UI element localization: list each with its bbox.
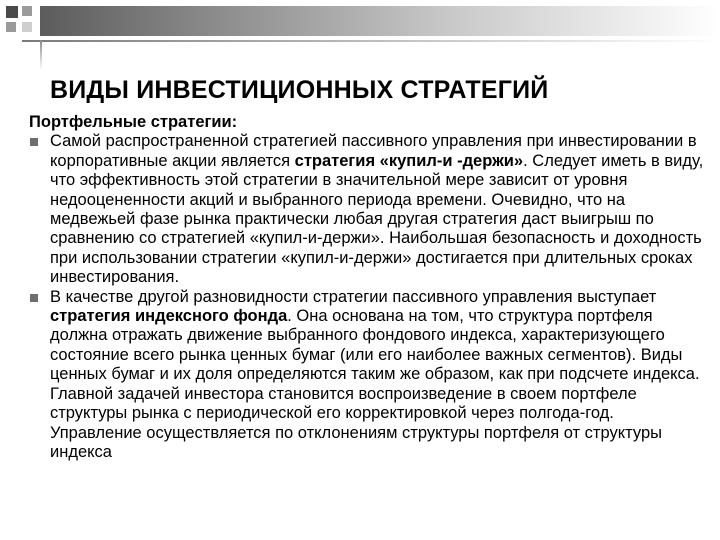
bullet-emphasis: стратегия «купил-и -держи» — [294, 151, 524, 170]
header-divider-line — [22, 40, 720, 42]
bullet-item — [30, 288, 710, 463]
bullet-text: . Следует иметь в виду, что эффективность этой стратегии в значительной мере зависит от уровня недооцененности акций и выбранного периода времени. Очевидно, что на медвежьей фазе рынка практически любая другая стратегия даст выигрыш по сравнению со стратегией «купил-и-держи». Наибольшая безопасность и доходность при использовании стратегии «купил-и-держи» достигается при длительных сроках инвестирования. — [50, 151, 704, 287]
slide-content — [30, 113, 710, 462]
bullet-item — [30, 132, 710, 287]
header-vertical-line — [40, 40, 42, 70]
subheading: Портфельные стратегии: — [29, 113, 238, 131]
header-gradient-bar — [40, 6, 720, 36]
bullet-text: Самой распространенной стратегией пассивного управления при инвестировании в корпоративные акции является — [50, 132, 697, 170]
slide-title: ВИДЫ ИНВЕСТИЦИОННЫХ СТРАТЕГИЙ — [50, 76, 549, 104]
square-bullet-icon — [30, 138, 38, 146]
bullet-emphasis: стратегия индексного фонда — [50, 307, 288, 326]
bullet-text: . Она основана на том, что структура портфеля должна отражать движение выбранного фондового индекса, характеризующего состояние всего рынка ценных бумаг (или его наиболее важных сегментов). Виды ценных бумаг и их доля определяются таким же образом, как при подсчете индекса. Главной задачей инвестора становится воспроизведение в своем портфеле структуры рынка с периодической его корректировкой через полгода-год. Управление осуществляется по отклонениям структуры портфеля от структуры индекса — [50, 307, 700, 461]
square-bullet-icon — [30, 294, 38, 302]
bullet-text: В качестве другой разновидности стратегии пассивного управления выступает — [50, 287, 657, 306]
